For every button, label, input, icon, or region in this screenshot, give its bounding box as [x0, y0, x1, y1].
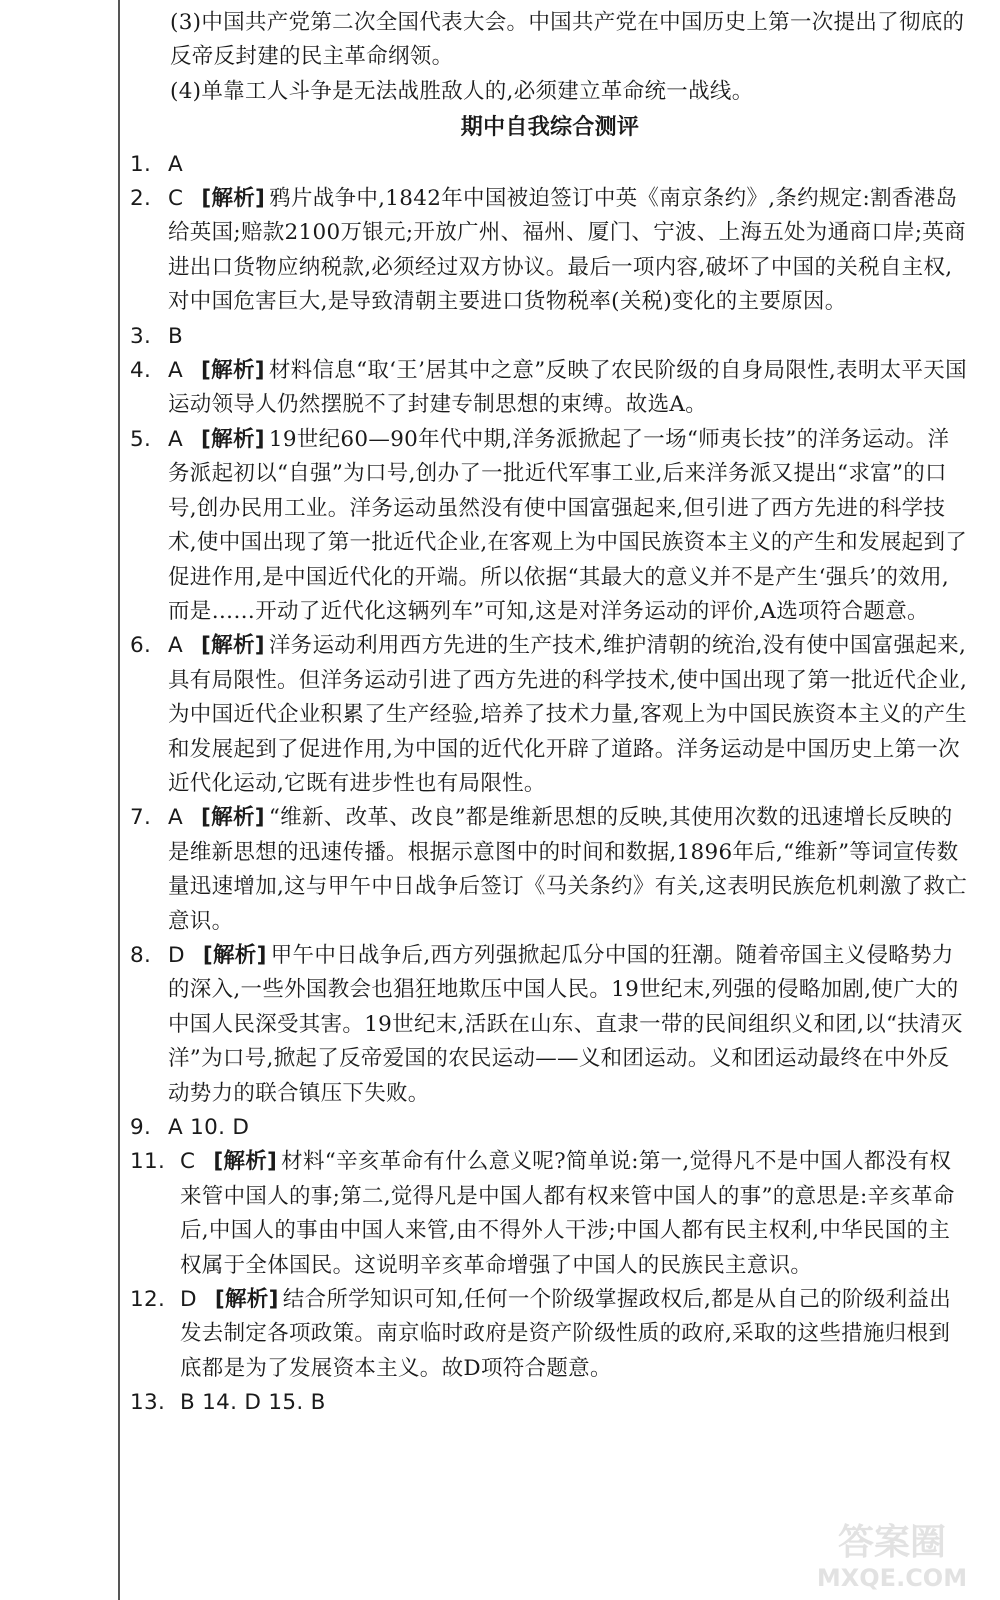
answer-item-13-15 [130, 1386, 970, 1420]
item-answer: C [168, 186, 184, 212]
item-answer: A [168, 426, 184, 452]
intro-point-4: (4)单靠工人斗争是无法战胜敌人的,必须建立革命统一战线。 [170, 78, 754, 104]
item-answer: C [180, 1149, 196, 1175]
answer-item-8 [130, 939, 970, 1111]
answer-item-6 [130, 629, 970, 801]
watermark-url: MXQE.COM [816, 1564, 968, 1592]
item-answer: D [180, 1287, 197, 1313]
item-number: 5. [130, 426, 152, 452]
item-number: 9. [130, 1115, 152, 1140]
item-analysis: 结合所学知识可知,任何一个阶级掌握政权后,都是从自己的阶级利益出发去制定各项政策。南京临时政府是资产阶级性质的政府,采取的这些措施归根到底都是为了发展资本主义。故D项符合题意。 [180, 1287, 951, 1381]
answer-item-2 [130, 182, 970, 320]
intro-point-3: (3)中国共产党第二次全国代表大会。中国共产党在中国历史上第一次提出了彻底的反帝反封建的民主革命纲领。 [170, 10, 965, 70]
section-title: 期中自我综合测评 [460, 115, 640, 141]
watermark-title: 答案圈 [837, 1522, 947, 1563]
item-number: 12. [130, 1287, 166, 1313]
item-analysis: 材料“辛亥革命有什么意义呢?简单说:第一,觉得凡不是中国人都没有权来管中国人的事;第二,觉得凡是中国人都有权来管中国人的事”的意思是:辛亥革命后,中国人的事由中国人来管,由不得外人干涉;中国人都有民主权利,中华民国的主权属于全体国民。这说明辛亥革命增强了中国人的民族民主意识。 [180, 1149, 955, 1278]
item-answer: B 14. D 15. B [180, 1390, 326, 1416]
item-answer: D [168, 942, 185, 968]
item-analysis: “维新、改革、改良”都是维新思想的反映,其使用次数的迅速增长反映的是维新思想的迅速传播。根据示意图中的时间和数据,1896年后,“维新”等词宣传数量迅速增加,这与甲午中日战争后签订《马关条约》有关,这表明民族危机刺激了救亡意识。 [168, 805, 968, 934]
answer-item-12 [130, 1283, 970, 1386]
item-answer: A [168, 633, 184, 659]
answer-item-9-10 [130, 1111, 970, 1145]
answer-item-7 [130, 801, 970, 939]
item-number: 8. [130, 942, 152, 968]
analysis-tag: [解析] [214, 1287, 279, 1313]
document-content [130, 6, 970, 1421]
item-analysis: 洋务运动利用西方先进的生产技术,维护清朝的统治,没有使中国富强起来,具有局限性。但洋务运动引进了西方先进的科学技术,使中国出现了第一批近代企业,为中国近代企业积累了生产经验,培养了技术力量,客观上为中国民族资本主义的产生和发展起到了促进作用,为中国的近代化开辟了道路。洋务运动是中国历史上第一次近代化运动,它既有进步性也有局限性。 [168, 633, 968, 796]
analysis-tag: [解析] [201, 186, 266, 212]
answer-item-4 [130, 354, 970, 423]
item-answer: B [168, 323, 184, 349]
item-number: 1. [130, 151, 152, 177]
item-number: 2. [130, 186, 152, 212]
item-answer: A [168, 358, 184, 384]
item-analysis: 鸦片战争中,1842年中国被迫签订中英《南京条约》,条约规定:割香港岛给英国;赔款2100万银元;开放广州、福州、厦门、宁波、上海五处为通商口岸;英商进出口货物应纳税款,必须经过双方协议。最后一项内容,破坏了中国的关税自主权,对中国危害巨大,是导致清朝主要进口货物税率(关税)变化的主要原因。 [168, 186, 966, 315]
item-analysis: 甲午中日战争后,西方列强掀起瓜分中国的狂潮。随着帝国主义侵略势力的深入,一些外国教会也猖狂地欺压中国人民。19世纪末,列强的侵略加剧,使广大的中国人民深受其害。19世纪末,活跃在山东、直隶一带的民间组织义和团,以“扶清灭洋”为口号,掀起了反帝爱国的农民运动——义和团运动。义和团运动最终在中外反动势力的联合镇压下失败。 [168, 942, 963, 1106]
item-number: 6. [130, 633, 152, 659]
item-answer: A 10. D [168, 1115, 250, 1140]
analysis-tag: [解析] [201, 805, 265, 831]
item-number: 3. [130, 323, 152, 349]
site-watermark [792, 1514, 992, 1594]
analysis-tag: [解析] [202, 942, 267, 968]
item-number: 4. [130, 358, 152, 384]
analysis-tag: [解析] [213, 1149, 278, 1175]
analysis-tag: [解析] [201, 426, 265, 452]
item-answer: A [168, 805, 184, 831]
answer-item-3 [130, 320, 970, 354]
item-analysis: 材料信息“取‘王’居其中之意”反映了农民阶级的自身局限性,表明太平天国运动领导人仍然摆脱不了封建专制思想的束缚。故选A。 [168, 358, 967, 418]
answer-item-5 [130, 423, 970, 629]
item-number: 13. [130, 1390, 166, 1416]
analysis-tag: [解析] [201, 633, 265, 659]
analysis-tag: [解析] [201, 358, 265, 384]
item-number: 11. [130, 1149, 166, 1175]
margin-rule [118, 0, 120, 1600]
item-analysis: 19世纪60—90年代中期,洋务派掀起了一场“师夷长技”的洋务运动。洋务派起初以“自强”为口号,创办了一批近代军事工业,后来洋务派又提出“求富”的口号,创办民用工业。洋务运动虽然没有使中国富强起来,但引进了西方先进的科学技术,使中国出现了第一批近代企业,在客观上为中国民族资本主义的产生和发展起到了促进作用,是中国近代化的开端。所以依据“其最大的意义并不是产生‘强兵’的效用,而是……开动了近代化这辆列车”可知,这是对洋务运动的评价,A选项符合题意。 [168, 426, 968, 624]
answer-item-1 [130, 148, 970, 182]
answer-item-11 [130, 1145, 970, 1283]
item-number: 7. [130, 805, 152, 831]
item-answer: A [168, 151, 184, 177]
